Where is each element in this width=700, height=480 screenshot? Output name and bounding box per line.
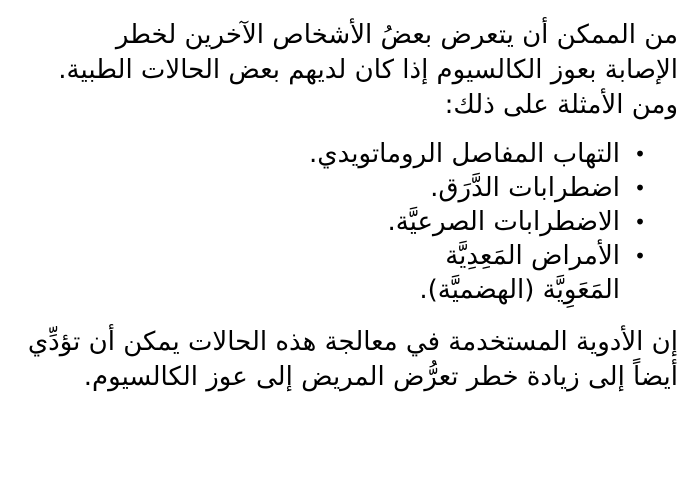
list-item — [22, 205, 650, 239]
intro-paragraph — [22, 18, 678, 123]
closing-line: أيضاً إلى زيادة خطر تعرُّض المريض إلى عوز الكالسيوم. — [83, 362, 678, 392]
list-item-text: اضطرابات الدَّرَق. — [430, 173, 620, 203]
bullet-icon: • — [634, 210, 646, 234]
list-item-text: الأمراض المَعِدِيَّة — [445, 241, 620, 271]
bullet-icon: • — [634, 244, 646, 268]
list-item-text: المَعَوِيَّة (الهضميَّة). — [419, 275, 620, 305]
closing-paragraph — [22, 325, 678, 395]
bullet-icon: • — [634, 142, 646, 166]
intro-line: الإصابة بعوز الكالسيوم إذا كان لديهم بعض الحالات الطبية. — [58, 55, 678, 85]
list-item — [22, 171, 650, 205]
conditions-list — [22, 137, 678, 307]
list-item-text: الاضطرابات الصرعيَّة. — [387, 207, 620, 237]
list-item — [22, 137, 650, 171]
closing-line: إن الأدوية المستخدمة في معالجة هذه الحالات يمكن أن تؤدِّي — [27, 327, 678, 357]
bullet-icon: • — [634, 176, 646, 200]
list-item-text: التهاب المفاصل الروماتويدي. — [309, 139, 620, 169]
intro-line: من الممكن أن يتعرض بعضُ الأشخاص الآخرين لخطر — [115, 20, 678, 50]
intro-line: ومن الأمثلة على ذلك: — [444, 90, 678, 120]
list-item — [22, 239, 650, 307]
